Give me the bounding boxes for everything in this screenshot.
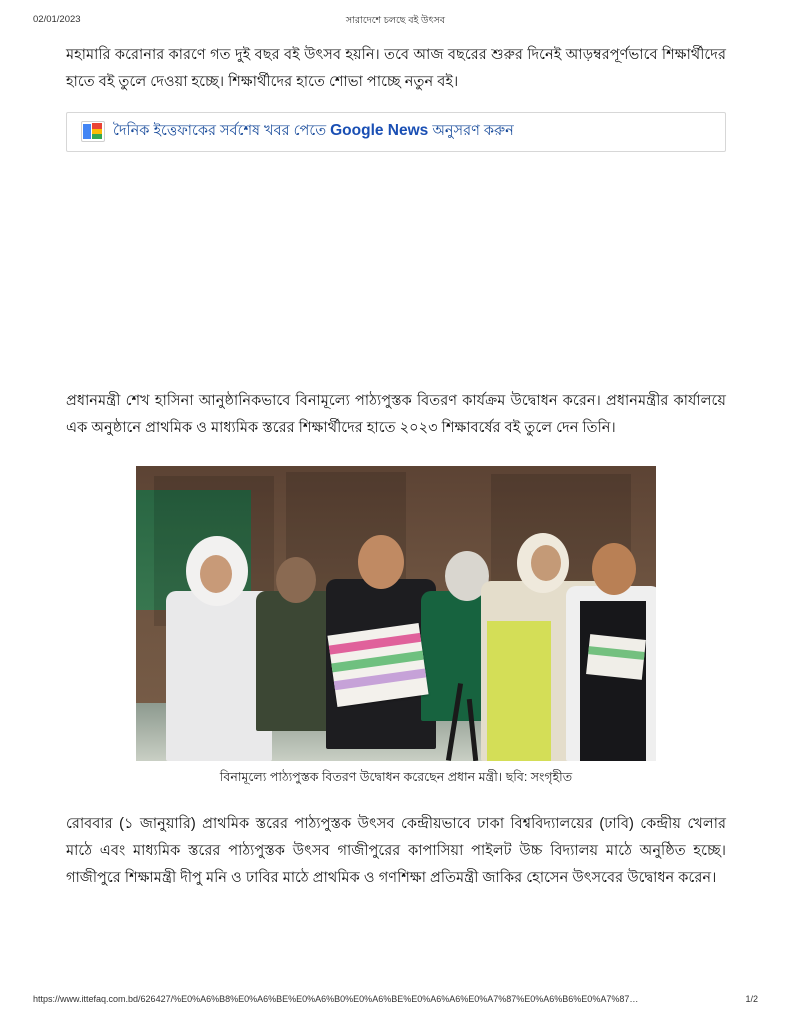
article-content (66, 42, 726, 906)
textbook-stack-right (586, 634, 646, 680)
article-paragraph-3: রোববার (১ জানুয়ারি) প্রাথমিক স্তরের পাঠ্যপুস্তক উৎসব কেন্দ্রীয়ভাবে ঢাকা বিশ্ববিদ্যালয়ের (ঢাবি) কেন্দ্রীয় খেলার মাঠে এবং মাধ্যমিক স্তরের পাঠ্যপুস্তক উৎসব গাজীপুরের কাপাসিয়া পাইলট উচ্চ বিদ্যালয় মাঠে অনুষ্ঠিত হচ্ছে। গাজীপুরে শিক্ষামন্ত্রী দীপু মনি ও ঢাবির মাঠে প্রাথমিক ও গণশিক্ষা প্রতিমন্ত্রী জাকির হোসেন উৎসবের উদ্বোধন করেন। (66, 815, 726, 886)
advertisement-placeholder (66, 152, 726, 388)
person-security (256, 541, 336, 731)
textbook-stack (327, 623, 428, 707)
figure-caption: বিনামূল্যে পাঠ্যপুস্তক বিতরণ উদ্বোধন করেছেন প্রধান মন্ত্রী। ছবি: সংগৃহীত (219, 769, 573, 784)
page-number: 1/2 (745, 994, 758, 1004)
print-footer (0, 994, 791, 1006)
article-paragraph-2: প্রধানমন্ত্রী শেখ হাসিনা আনুষ্ঠানিকভাবে বিনামূল্যে পাঠ্যপুস্তক বিতরণ কার্যক্রম উদ্বোধন করেন। প্রধানমন্ত্রীর কার্যালয়ে এক অনুষ্ঠানে প্রাথমিক ও মাধ্যমিক স্তরের শিক্ষার্থীদের হাতে ২০২৩ শিক্ষাবর্ষের বই তুলে দেন তিনি। (66, 392, 726, 436)
google-news-follow-banner[interactable] (66, 112, 726, 152)
article-figure (66, 466, 726, 789)
google-news-icon (81, 121, 105, 142)
article-paragraph-1: মহামারি করোনার কারণে গত দুই বছর বই উৎসব হয়নি। তবে আজ বছরের শুরুর দিনেই আড়ম্বরপূর্ণভাবে শিক্ষার্থীদের হাতে বই তুলে দেওয়া হচ্ছে। শিক্ষার্থীদের হাতে শোভা পাচ্ছে নতুন বই। (66, 47, 726, 90)
source-url: https://www.ittefaq.com.bd/626427/%E0%A6%B8%E0%A6%BE%E0%A6%B0%E0%A6%BE%E0%A6%A6%E0%A7%87%E0%A6%B6%E0%A7%87… (33, 994, 639, 1004)
document-title: সারাদেশে চলছে বই উৎসব (345, 15, 446, 26)
google-news-text-after: অনুসরণ করুন (428, 122, 514, 139)
google-news-text-before: দৈনিক ইত্তেফাকের সর্বশেষ খবর পেতে (113, 122, 331, 139)
article-photo (136, 466, 656, 761)
google-news-banner-text (113, 120, 514, 144)
google-news-brand: Google News (330, 121, 429, 139)
print-date: 02/01/2023 (33, 14, 81, 25)
print-header (0, 14, 791, 28)
